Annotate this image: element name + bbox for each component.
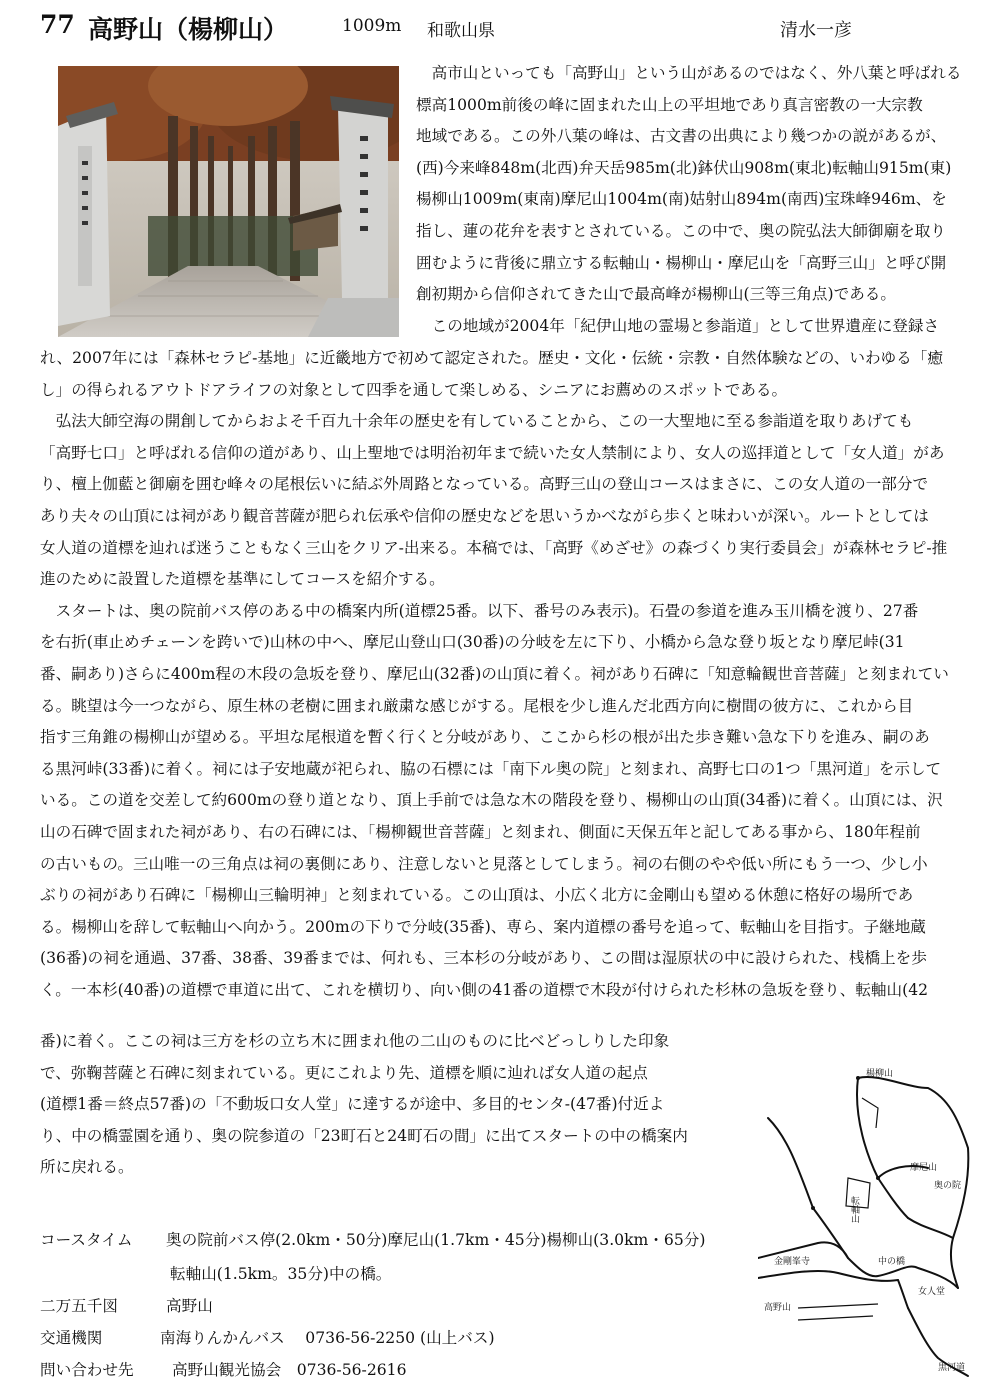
text-line: 番)に着く。ここの祠は三方を杉の立ち木に囲まれ他の二山のものに比べどっしりした印象 [40, 1032, 670, 1050]
body-paragraphs [40, 343, 949, 1006]
author-name: 清水一彦 [780, 20, 852, 41]
contact-label: 問い合わせ先 [40, 1361, 134, 1379]
text-line: いる。この道を交差して約600mの登り道となり、頂上手前では急な木の階段を登り、楊柳山の山頂(34番)に着く。山頂には、沢 [40, 791, 943, 810]
article-header [40, 10, 980, 46]
course-time-label: コースタイム [40, 1231, 133, 1249]
text-line: 進のために設置した道標を基準にしてコースを紹介する。 [40, 570, 445, 589]
course-time-value-2: 転軸山(1.5km。35分)中の橋。 [170, 1265, 392, 1283]
text-line: り、中の橋霊園を通り、奥の院参道の「23町石と24町石の間」に出てスタートの中の橋案内 [40, 1126, 688, 1145]
text-line: (道標1番＝終点57番)の「不動坂口女人堂」に達するが途中、多目的センタ-(47番)付近よ [40, 1095, 665, 1114]
map-label-other: 女人堂 [918, 1287, 946, 1297]
text-line: で、弥鞠菩薩と石碑に刻まれている。更にこれより先、道標を順に辿れば女人道の起点 [40, 1063, 648, 1082]
map-label-yoryu: 楊柳山 [866, 1069, 894, 1079]
text-line: 指し、蓮の花弁を表すとされている。この中で、奥の院弘法大師御廟を取り [416, 221, 946, 240]
text-line: り、檀上伽藍と御廟を囲む峰々の尾根伝いに結ぶ外周路となっている。高野三山の登山コースはまさに、この女人道の一部分で [40, 475, 929, 494]
map-label-kurokomachi: 黒河道 [938, 1363, 966, 1373]
article-number: 77 [40, 10, 75, 39]
text-line: (36番)の祠を通過、37番、38番、39番までは、何れも、三本杉の分岐があり、この間は湿原状の中に設けられた、桟橋上を歩 [40, 949, 927, 968]
map-label-nakanohashi: 中の橋 [878, 1257, 906, 1267]
text-line: 女人道の道標を辿れば迷うこともなく三山をクリア-出来る。本稿では、「高野《めざせ》の森づくり実行委員会」が森林セラピ-推 [40, 538, 948, 557]
text-line: れ、2007年には「森林セラピ-基地」に近畿地方で初めて認定された。歴史・文化・伝統・宗教・自然体験などの、いわゆる「癒 [40, 349, 943, 367]
contact-value: 高野山観光協会 0736-56-2616 [172, 1361, 407, 1379]
text-line: ぶりの祠があり石碑に「楊柳山三輪明神」と刻まれている。この山頂は、小広く北方に金剛山も望める休憩に格好の場所であ [40, 886, 914, 905]
text-line: を右折(車止めチェーンを跨いで)山林の中へ、摩尼山登山口(30番)の分岐を左に下り、小橋から急な登り坂となり摩尼峠(31 [40, 633, 905, 652]
text-line: 囲むように背後に鼎立する転軸山・楊柳山・摩尼山を「高野三山」と呼び開 [416, 253, 947, 272]
map-label-kongobuji: 金剛峯寺 [774, 1257, 811, 1267]
text-line: 「高野七口」と呼ばれる信仰の道があり、山上聖地では明治初年まで続いた女人禁制により、女人の巡拝道として「女人道」があ [40, 443, 945, 462]
transport-value: 南海りんかんバス 0736-56-2250 (山上バス) [160, 1329, 495, 1347]
text-line: る黒河峠(33番)に着く。祠には子安地蔵が祀られ、脇の石標には「南下ル奥の院」と刻まれ、高野七口の1つ「黒河道」を示して [40, 759, 942, 778]
text-line: 標高1000m前後の峰に固まれた山上の平坦地であり真言密教の一大宗教 [416, 95, 923, 114]
text-line: 楊柳山1009m(東南)摩尼山1004m(南)姑射山894m(南西)宝珠峰946m、を [416, 190, 947, 209]
text-line: あり夫々の山頂には祠があり観音菩薩が肥られ伝承や信仰の歴史などを思いうかべながら歩くと味わいが深い。ルートとしては [40, 506, 929, 525]
text-line: 創初期から信仰されてきた山で最高峰が楊柳山(三等三角点)である。 [416, 285, 896, 304]
text-line: 所に戻れる。 [40, 1158, 134, 1177]
text-line: (西)今来峰848m(北西)弁天岳985m(北)鉢伏山908m(東北)転軸山915m(東) [416, 158, 952, 177]
course-time-value: 奥の院前バス停(2.0km・50分)摩尼山(1.7km・45分)楊柳山(3.0km・65分) [166, 1231, 706, 1249]
text-line: 弘法大師空海の開創してからおよそ千百九十余年の歴史を有していることから、この一大聖地に至る参詣道を取りあげても [40, 412, 914, 431]
text-line: る。楊柳山を辞して転軸山へ向かう。200mの下りで分岐(35番)、専ら、案内道標の番号を追って、転軸山を目指す。子継地蔵 [40, 917, 926, 936]
map-label-okunoin: 奥の院 [934, 1181, 962, 1191]
prefecture: 和歌山県 [427, 21, 495, 41]
route-map [758, 1058, 976, 1378]
text-line: スタートは、奥の院前バス停のある中の橋案内所(道標25番。以下、番号のみ表示)。石畳の参道を進み玉川橋を渡り、27番 [40, 601, 919, 620]
text-line: 番、嗣あり)さらに400m程の木段の急坂を登り、摩尼山(32番)の山頂に着く。祠があり石碑に「知意輪観世音菩薩」と刻まれてい [40, 664, 949, 683]
topo-map-value: 高野山 [166, 1297, 213, 1315]
text-line: の古いもの。三山唯一の三角点は祠の裏側にあり、注意しないと見落としてしまう。祠の右側のやや低い所にもう一つ、少し小 [40, 854, 928, 873]
text-line: く。一本杉(40番)の道標で車道に出て、これを横切り、向い側の41番の道標で木段が付けられた杉林の急坂を登り、転軸山(42 [40, 980, 929, 999]
mountain-elevation: 1009m [342, 16, 402, 36]
course-info [40, 1228, 740, 1388]
text-line: る。眺望は今一つながら、原生林の老樹に囲まれ厳粛な感じがする。尾根を少し進んだ北西方向に樹間の彼方に、これから目 [40, 696, 914, 715]
intro-paragraph [416, 58, 961, 342]
text-line: 地域である。この外八葉の峰は、古文書の出典により幾つかの説があるが、 [416, 127, 947, 146]
okunoin-approach-photo [58, 66, 399, 337]
transport-label: 交通機関 [40, 1329, 103, 1347]
text-line: し」の得られるアウトドアライフの対象として四季を通して楽しめる、シニアにお薦めのスポットである。 [40, 380, 788, 399]
mountain-title: 高野山（楊柳山） [88, 15, 289, 44]
text-line: この地域が2004年「紀伊山地の霊場と参詣道」として世界遺産に登録さ [416, 316, 940, 335]
map-label-mani: 摩尼山 [910, 1163, 938, 1173]
closing-paragraph [40, 1026, 688, 1184]
map-label-koyasan: 高野山 [764, 1303, 792, 1313]
text-line: 高市山といっても「高野山」という山があるのではなく、外八葉と呼ばれる [416, 64, 962, 82]
topo-map-label: 二万五千図 [40, 1297, 118, 1315]
map-label-tenjiku: 転軸山 [849, 1196, 859, 1223]
text-line: 山の石碑で固まれた祠があり、右の石碑には、「楊柳観世音菩薩」と刻まれ、側面に天保五年と記してある事から、180年程前 [40, 822, 921, 841]
text-line: 指す三角錐の楊柳山が望める。平坦な尾根道を暫く行くと分岐があり、ここから杉の根が出た歩き難い急な下りを進み、嗣のあ [40, 728, 930, 747]
